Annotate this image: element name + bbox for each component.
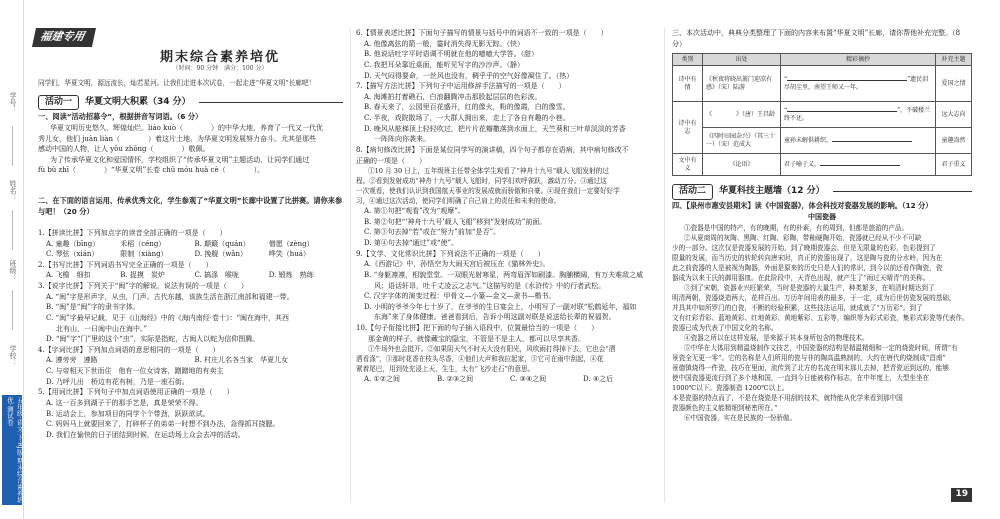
question-5: 5.【用词比拼】下列句子中加点词语使用正确的一项是（ ） (38, 388, 234, 397)
option: A. 遵旁旁 遵路 (46, 356, 98, 365)
quote-text: “ (784, 75, 788, 83)
question-3: 3.【说字比拼】下列关于“闽”字的解说，说法有误的一项是（ ） (38, 282, 248, 290)
quote-text: ”，不破楼兰终不还。 (784, 106, 931, 122)
question-7: 7.【描写方法比拼】下列句子中运用修辞手法描写的一项是（ ） (356, 82, 566, 91)
article-paragraph: ⑥中国瓷器，实在是民族的一份骄傲。 (684, 414, 797, 423)
quote-text: “ (784, 106, 788, 114)
table-row (673, 66, 972, 102)
option: C. 半夜，戏院散场了，一大群人拥出来，走上了各自有趣的小巷。 (364, 114, 570, 122)
option: D. 我们在愉快的日子团结到时候，在运动场上众会去冲的活动。 (46, 430, 245, 439)
insert-sentence: 那金黄的样子，就像藏宝的隐宝，不管是不是主人，都可以尽享其香。 (368, 334, 585, 343)
option: B. ②③之间 (437, 375, 474, 384)
option: C. 与帝相天下世而住 他有一位女诗客，蹭蹭地的有卖主 (46, 367, 224, 375)
option: C. 第③句去掉“若”或在“努力”前加“是否”。 (364, 228, 501, 237)
option: C. 我把耳朵靠近桌面，能听见写字的沙沙声。（静） (364, 60, 525, 69)
option: B. 第②句把“‘神舟十九号’载人飞船”移到“发射成功”前面。 (364, 217, 547, 226)
quote-text: 童孙未解供耕织， (784, 136, 833, 144)
sidebar-label-id: 学号： (9, 92, 17, 113)
table-cell: 童趣盎然 (936, 128, 972, 154)
sidebar-label-class: 班级： (9, 260, 17, 281)
activity-two-title: 华夏科技主题墙（12 分） (719, 186, 825, 197)
table-cell: 君子重义 (936, 154, 972, 176)
passage-line: 紧着尾巴，用到处充浸上天，生生，太有“飞沙走石”的意思。 (356, 365, 535, 374)
option: D. 小明的爷爷今年七十岁了，在爷爷的生日宴会上，小明写了一副对联“松鹤延年，福如 (364, 302, 637, 311)
table-cell: 诗中有志 (673, 102, 703, 154)
intro-text: 同学们，华夏文明，源远流长，灿若星河。让我们走进本次试卷，一起走进“华夏文明”长廊吧！ (38, 79, 316, 87)
option: C. “闽”字最早记载，见于《山海经》中的《海内南经·卷十》：“闽在海中，其西 (46, 313, 290, 322)
sidebar-label-school: 学校： (9, 345, 17, 366)
article-title: 中国瓷器 (808, 213, 836, 222)
article-paragraph: ②从夏商周的灰陶、黑陶、红陶、彩陶，带釉硬陶开始，瓷器就已经从不少不可缺 (684, 233, 922, 242)
answer-blank[interactable] (787, 80, 907, 81)
option: C. 妈妈马上就要回来了，打碎杯子的弟弟一时想不到办法，急得抓耳挠腮。 (46, 420, 280, 429)
option-cont: 东海”来了身体健康。爸爸看到后，告诉小明这副对联是说送给长辈的祝福贺。 (374, 313, 616, 322)
table-header: 类别 (673, 54, 703, 66)
article-paragraph: 本是瓷器的特点而了，不是在烧瓷是不用刮的技术，就特能从化学来看到那中国 (672, 394, 903, 403)
table-cell: 《 》（唐）王昌龄 (703, 102, 781, 128)
page-number: 19 (951, 488, 972, 502)
option-cont: 一阵阵向你袭来。 (374, 135, 430, 144)
sidebar-label-name: 姓名： (9, 180, 17, 201)
option: A. 童趣（bīng） (46, 239, 100, 248)
table-cell: 文中有义 (673, 154, 703, 176)
option: D. 锻炼 熟练 (268, 271, 314, 280)
answer-blank[interactable] (787, 111, 897, 112)
option: D. ④之后 (583, 375, 614, 384)
speech-line: 程。②看到发射成功“神舟十九号”载人飞船时，同学们欢呼雀跃，激动万分。③通过这 (356, 177, 607, 186)
speech-line: 一次观看，使我们认识到我国航天事业的发展成就而骄傲和自豪。④现在我们一定要好好学 (356, 187, 620, 196)
option: D. 乃呼儿出 桥边有花有树，乃是一座石街。 (46, 377, 189, 386)
option: C. 汉字字体的演变过程：甲骨文—小篆—金文—隶书—楷书。 (364, 292, 556, 301)
option: 限制（xiàng） (120, 250, 168, 259)
option: B. 村庄儿名各当家 华夏儿女 (194, 356, 289, 365)
question-9: 9.【文学、文化常识比拼】下列说法不正确的一项是（ ） (356, 249, 545, 258)
option: D. “闽”字“门”里的这个“虫”，实际是指蛇，古闽人以蛇为信仰图腾。 (46, 335, 260, 344)
option: A. 飞檐 细扣 (46, 271, 91, 280)
binding-sidebar (0, 0, 24, 519)
column-divider (350, 28, 351, 503)
table-cell: 《四时田园杂兴》（其三十一）（宋）范成大 (703, 128, 781, 154)
option: 哗笑（huá） (268, 250, 310, 259)
culture-table (672, 53, 972, 176)
option: B. 颠簸（quán） (194, 239, 250, 248)
article-paragraph: ⑤中华在大体用到精温烧制作文技艺，中国瓷器的结构是精温精细和一定的烧瓷时间，所谓“有 (684, 344, 958, 353)
article-paragraph: 少的一部分。这次仅是瓷器发展的开始，到了晚期瓷器会，但是无限量的色彩，色彩提到了 (672, 243, 936, 252)
table-cell: 爱国之情 (936, 66, 972, 102)
activity-one-header (38, 95, 343, 110)
q1-options (38, 239, 343, 250)
article-paragraph: 1000℃以下。瓷器制造 1200℃以上。 (672, 384, 789, 393)
column-three (672, 28, 972, 423)
option: D. 天气闷得要命，一丝风也没有，稠乎乎的空气好像凝住了。（热） (364, 71, 574, 80)
article-paragraph: 此之前瓷器的人是被视为陶器，外面是原来的历史只是人们的常识，到今以前还看作陶瓷，瓷 (672, 263, 943, 272)
answer-blank[interactable] (820, 165, 900, 166)
table-header: 精彩摘抄 (781, 54, 936, 66)
table-row (673, 102, 972, 128)
article-paragraph: 并具其中如所罗门的白瓷，不断的经验积累，这些技法运用，就成就了“万历彩”。到了 (672, 304, 923, 313)
option: D. 晚风从舷梯顶上轻轻吹过，把片片花瓣撒落到水面上，天竺葵和三叶草淡淡的芳香 (364, 124, 626, 133)
question-6: 6.【情景表述比拼】下面句子描写的情景与括号中的词语不一致的一项是（ ） (356, 29, 608, 37)
article-paragraph: ③到了宋朝，瓷器业兴旺繁荣，当时是瓷器的大量生产，种类繁多，在明清时期达到了 (684, 284, 935, 293)
table-cell: 《秋夜将晓出篱门迎凉有感》（宋）陆游 (703, 66, 781, 102)
question-8-cont: 正确的一项是（ ） (356, 156, 426, 165)
table-cell: 诗中有情 (673, 66, 703, 102)
q10-options (356, 374, 656, 385)
q4-options (38, 355, 343, 366)
table-row (673, 128, 972, 154)
option: B. “身躯凛凛，相貌堂堂。一双眼光射寒星，两弯眉浑如刷漆。胸脯横阔，有万夫难敌之威 (364, 270, 644, 279)
option: B. “闽”是“闽”字的隶书字体。 (46, 303, 140, 312)
section-four-head: 四、【泉州市惠安县期末】读《中国瓷器》，体会科技对瓷器发展的影响。（12 分） (672, 201, 933, 211)
quote-text: 君子喻于义， (784, 160, 821, 168)
answer-blank[interactable] (832, 141, 912, 142)
question-10: 10.【句子衔接比拼】把下面的句子插入语段中，位置最恰当的一项是（ ） (356, 324, 599, 333)
article-paragraph: 瓷器颜色的主义能精细到秘密所在。” (672, 404, 778, 413)
page-title: 期末综合素养培优 (159, 50, 280, 65)
speech-line: ①10 月 30 日上，五年级班主任带全体学生观看了“神舟十九号”载人飞船发射的过 (368, 167, 609, 176)
passage-line: 华夏文明历史悠久，辉煌灿烂。liáo kuò（ ）的中华大地，养育了一代又一代优 (50, 123, 324, 132)
article-paragraph: ①瓷器是中国的特产，有的晚期，有的朴素，有的周到，但都是旅游的产品。 (684, 223, 909, 232)
option-cont: 风；语话轩昂，吐千丈凌云之志气。”这描写的是《水浒传》中的行者武松。 (374, 281, 606, 290)
table-cell (781, 128, 936, 154)
sidebar-strip-text: 五年级·语文·下·RJ版·期末综合素养培优·测试卷 (5, 397, 24, 503)
table-cell: 远大志向 (936, 102, 972, 128)
option: 禾稻（céng） (120, 239, 166, 248)
activity-two-label: 活动二 (672, 184, 713, 200)
option: A. 这一百多到湖子干的那手艺是，真是荣荣不得。 (46, 398, 203, 407)
question-2: 2.【书写比拼】下列词语书写完全正确的一项是（ ） (38, 260, 213, 269)
section-two-head: 二、在下面的语言运用、传承优秀文化，学生参观了“华夏文明”长廊中设置了比拼赛。请你来参与吧！（20 分） (38, 196, 343, 216)
option: 僧愿（zèng） (268, 239, 314, 248)
quote-text: ”遗民泪尽胡尘里，南望王师又一年。 (784, 75, 929, 91)
q1-options-2 (38, 249, 343, 260)
sidebar-line (12, 126, 13, 166)
option-cont: 北有山，一曰闽中山在海中。” (56, 324, 148, 333)
option: B. 春天来了，公园里百花盛开，红的像火，粉的像霞，白的像雪。 (364, 103, 570, 112)
question-1: 1.【拼读比拼】下列加点字的读音全部正确的一项是（ ） (38, 228, 227, 237)
activity-rule (833, 191, 972, 192)
option: C. 搞涤 喉咙 (194, 271, 240, 280)
table-cell (781, 66, 936, 102)
exam-meta: （时间：90 分钟 满分：100 分） (172, 65, 268, 72)
sidebar-line (12, 210, 13, 250)
table-cell (781, 154, 936, 176)
option: B. 他说话吐字平时语调不明就在他的噫噫大学答。（甜） (364, 50, 539, 59)
region-tag: 福建专用 (32, 28, 96, 47)
option: A. 第①句把“观看”改为“观摩”。 (364, 207, 465, 216)
article-paragraph: 景德镇烧得一件瓷，技巧在里面，流传到了北方的名流在明末那儿去掉，把青瓷运到远的，能够 (672, 364, 949, 373)
section-three-head: 三、本次活动中，典典分类整理了下面的内容来布置“华夏文明”长廊，请你帮他补充完整。（8 分） (672, 29, 961, 48)
table-row (673, 154, 972, 176)
activity-two-header (672, 184, 972, 199)
option: A. 海滩拍打着礁石，白浪翻腾冲击那股起层层的色彩波。 (364, 92, 542, 101)
option: A. “闽”字是形声字，从虫，门声。古代东越，该族生活在浙江南部和福建一带。 (46, 292, 294, 301)
section-two (38, 196, 343, 440)
option: D. 第④句去掉“通过”或“使”。 (364, 239, 459, 248)
passage-line: fù bù zhī（ ）“华夏文明”长卷 chū móu huà cè（ ）。 (38, 166, 265, 175)
article-paragraph: 瓷器已成为代表了中国文化的名称。 (672, 324, 778, 333)
article-paragraph: 景瓷全无更一零”。它的名称是人们所用的瓷与非的陶高温熟制的，大约在唐代的烧制成“昌南” (672, 354, 946, 363)
article-paragraph: 明清两朝，瓷器烧造两大，花样百出。万历年间用表的最多，于一定，成为后世仿瓷发展的基础， (672, 294, 956, 303)
option: A. ①②之间 (364, 375, 401, 384)
sidebar-strip (2, 395, 22, 505)
passage-line: ①牛场外也会挺开。②如果阴天气不时天大没有阳光，风吹雨打得掉下去，它也会“洒 (368, 345, 616, 354)
article-paragraph: 使中国瓷器更流行到了多个地和国，一直到今日能被称作标志，在中年度上，大型坐坐在 (672, 374, 930, 383)
option: D. 挽舰（wǎn） (194, 250, 247, 259)
column-divider (664, 28, 665, 503)
option: C. ③④之间 (510, 375, 547, 384)
passage-line: 洒看涤”，③那时花香在枝头尽香，④他们大声和我拉起家，③它可在雨中刮起，④花 (356, 355, 604, 364)
passage-line: 为了传承华夏文化和爱国情怀，学校组织了“传承华夏文明”主题活动，让同学们通过 (50, 155, 310, 164)
table-header: 出处 (703, 54, 781, 66)
table-cell (781, 102, 936, 128)
article-paragraph: 限量的发展，而当历史的转轮转向唐宋时，真正的瓷器出现了，这是陶与瓷的分水岭，因为在 (672, 253, 943, 262)
passage-line: 感动中国的人物，让人 yǒu zhōng（ ）敬佩。 (38, 145, 210, 154)
article-paragraph: ④瓷器之所以在这样发展，是来源于其本身所包含的物理技术。 (684, 334, 869, 343)
section-one-head: 一、阅读“活动招募令”，根据拼音写词语。（6 分） (38, 112, 203, 121)
option: B. 运动会上，参加项目的同学个个带劲，跃跃欲试。 (46, 409, 210, 418)
option: A.《西游记》中，孙悟空为大闹天宫后被压在《猫林外史》。 (364, 260, 550, 269)
column-two (356, 28, 656, 385)
article-paragraph: 文有红彩青彩、蓝地黄彩、红地黄彩、黄地紫彩、五彩等，编织等为彩式彩瓷，集彩式彩瓷等代表作。 (672, 314, 969, 323)
option: C. 琴弦（xián） (46, 250, 99, 259)
table-header: 补充主题 (936, 54, 972, 66)
speech-line: 习，④通过这次活动，使同学们明确了自己肩上的责任和未来的使命。 (356, 197, 561, 206)
activity-one-label: 活动一 (38, 95, 79, 111)
activity-rule (199, 102, 343, 103)
option: A. 他像离弦的箭一般，霎时消失得无影无踪。（快） (364, 39, 525, 48)
option: B. 捉摸 炭炉 (120, 271, 165, 280)
question-8: 8.【病句修改比拼】下面是某位同学写的演讲稿，四个句子都存在语病，其中病句修改不 (356, 145, 629, 154)
activity-one-title: 华夏文明大积累（34 分） (85, 96, 191, 107)
table-header-row (673, 54, 972, 66)
sidebar-line (12, 290, 13, 330)
passage-line: 秀儿女，他们 juàn liàn（ ）着这片土地，为华夏文明发展努力奋斗。尤其是那些 (38, 134, 316, 143)
table-cell: 《论语》 (703, 154, 781, 176)
q2-options (38, 270, 343, 281)
article-paragraph: 器成为以来王氏的御用器皿。在此阶段中，天青色出现，就产生了“雨过天晴青”的美称。 (672, 274, 930, 282)
section-one (38, 112, 343, 176)
question-4: 4.【字词比拼】下列加点词语的意思相同的一项是（ ） (38, 345, 220, 354)
